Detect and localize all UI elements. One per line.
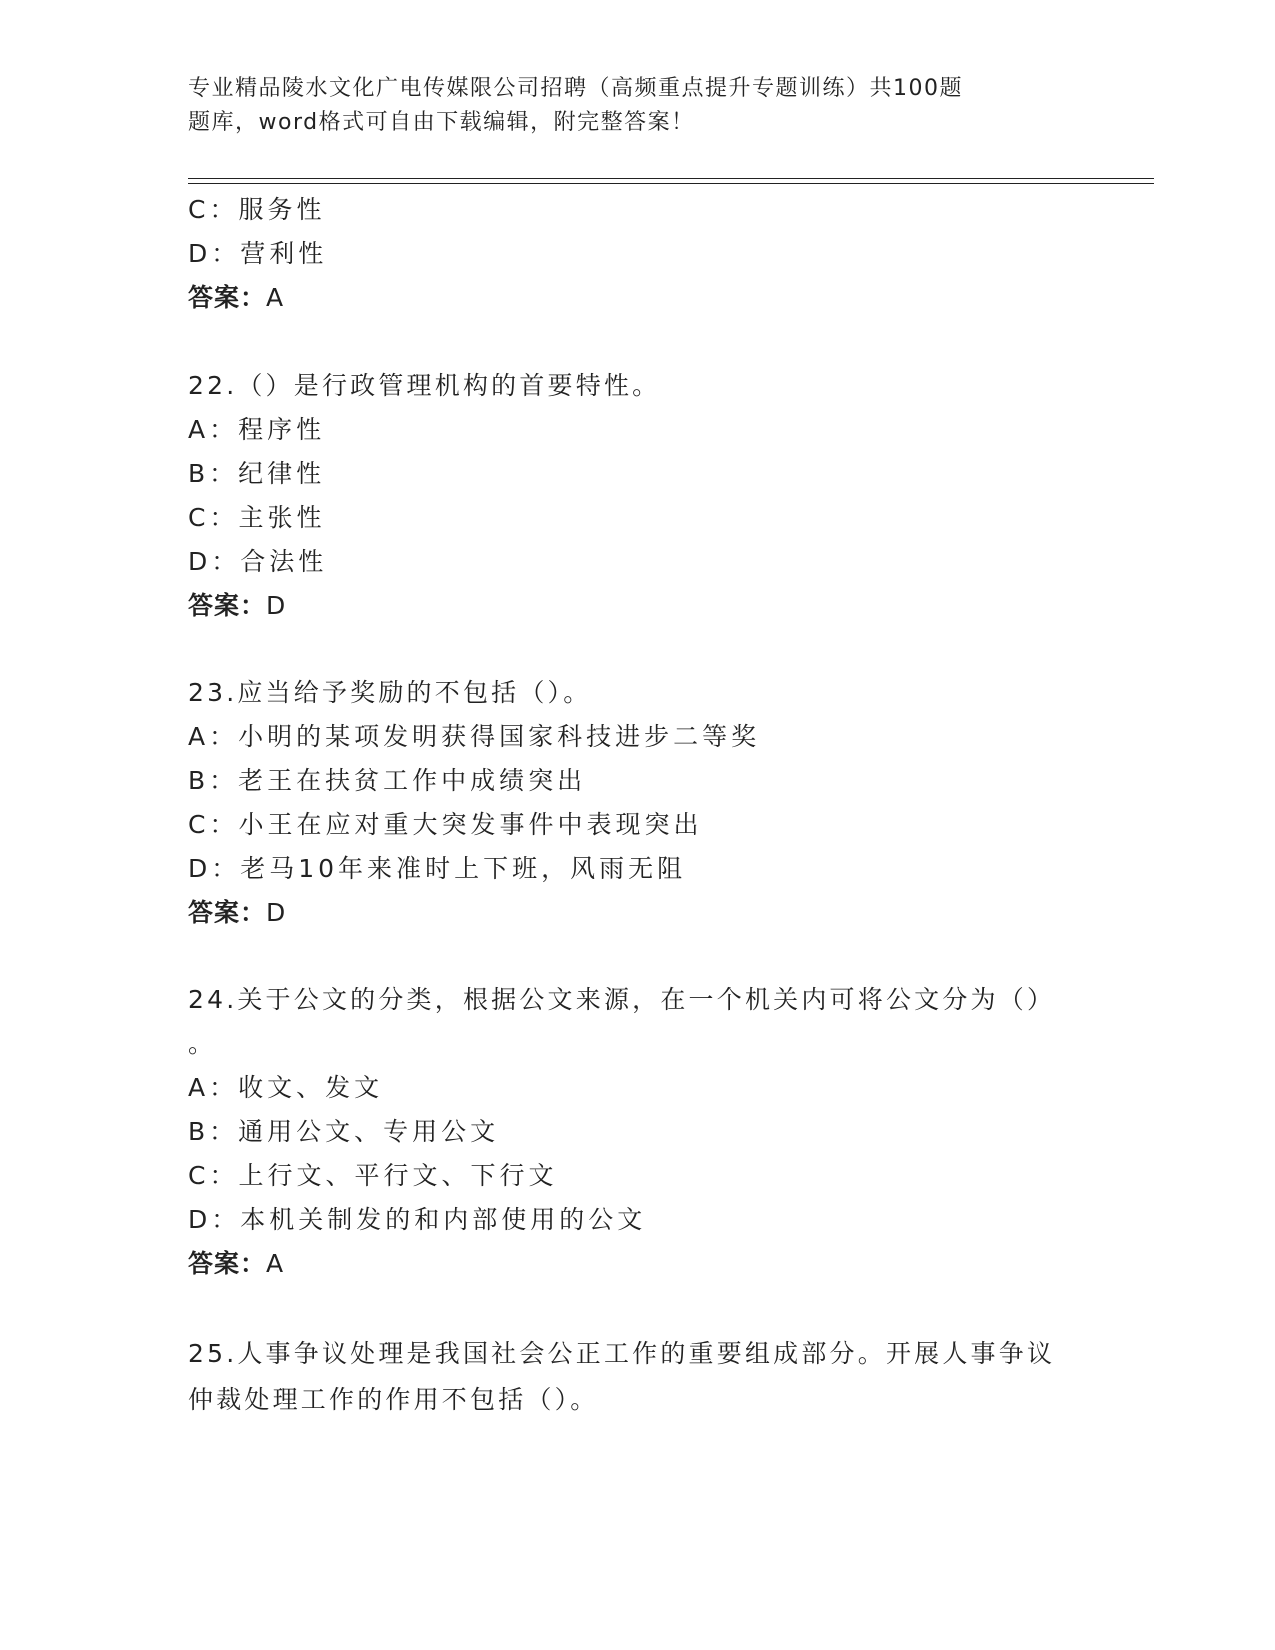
question-22-option-b: B：纪律性 <box>188 459 326 488</box>
question-22-option-c: C：主张性 <box>188 503 326 532</box>
question-24-text: 24.关于公文的分类，根据公文来源，在一个机关内可将公文分为（） <box>188 985 1056 1014</box>
answer-label: 答案： <box>188 591 267 620</box>
document-header <box>188 72 1088 140</box>
question-23-answer <box>188 897 286 929</box>
question-24-option-c: C：上行文、平行文、下行文 <box>188 1161 558 1190</box>
question-23-option-c: C：小王在应对重大突发事件中表现突出 <box>188 810 703 839</box>
question-22-text: 22.（）是行政管理机构的首要特性。 <box>188 371 661 400</box>
header-line-1: 专业精品陵水文化广电传媒限公司招聘（高频重点提升专题训练）共100题 <box>188 76 963 101</box>
answer-value: A <box>266 283 285 312</box>
header-divider-top <box>188 178 1154 179</box>
answer-label: 答案： <box>188 283 267 312</box>
prev-answer <box>188 282 284 314</box>
header-line-2: 题库，word格式可自由下载编辑，附完整答案！ <box>188 110 695 135</box>
answer-label: 答案： <box>188 1249 267 1278</box>
question-24-answer <box>188 1248 284 1280</box>
question-25-text-cont: 仲裁处理工作的作用不包括（）。 <box>188 1385 599 1414</box>
question-25-text: 25.人事争议处理是我国社会公正工作的重要组成部分。开展人事争议 <box>188 1339 1056 1368</box>
prev-option-c: C：服务性 <box>188 195 326 224</box>
question-24-option-a: A：收文、发文 <box>188 1073 384 1102</box>
answer-label: 答案： <box>188 898 267 927</box>
answer-value: A <box>266 1249 285 1278</box>
question-23-option-a: A：小明的某项发明获得国家科技进步二等奖 <box>188 722 761 751</box>
question-24-text-cont: 。 <box>188 1029 217 1058</box>
question-22-option-a: A：程序性 <box>188 415 326 444</box>
question-22-option-d: D：合法性 <box>188 547 328 576</box>
answer-value: D <box>266 898 287 927</box>
answer-value: D <box>266 591 287 620</box>
question-24-option-d: D：本机关制发的和内部使用的公文 <box>188 1205 647 1234</box>
header-divider-bottom <box>188 183 1154 184</box>
question-23-option-b: B：老王在扶贫工作中成绩突出 <box>188 766 587 795</box>
question-24-option-b: B：通用公文、专用公文 <box>188 1117 500 1146</box>
question-22-answer <box>188 590 286 622</box>
question-23-option-d: D：老马10年来准时上下班，风雨无阻 <box>188 854 687 883</box>
prev-option-d: D：营利性 <box>188 239 328 268</box>
question-23-text: 23.应当给予奖励的不包括（）。 <box>188 678 592 707</box>
